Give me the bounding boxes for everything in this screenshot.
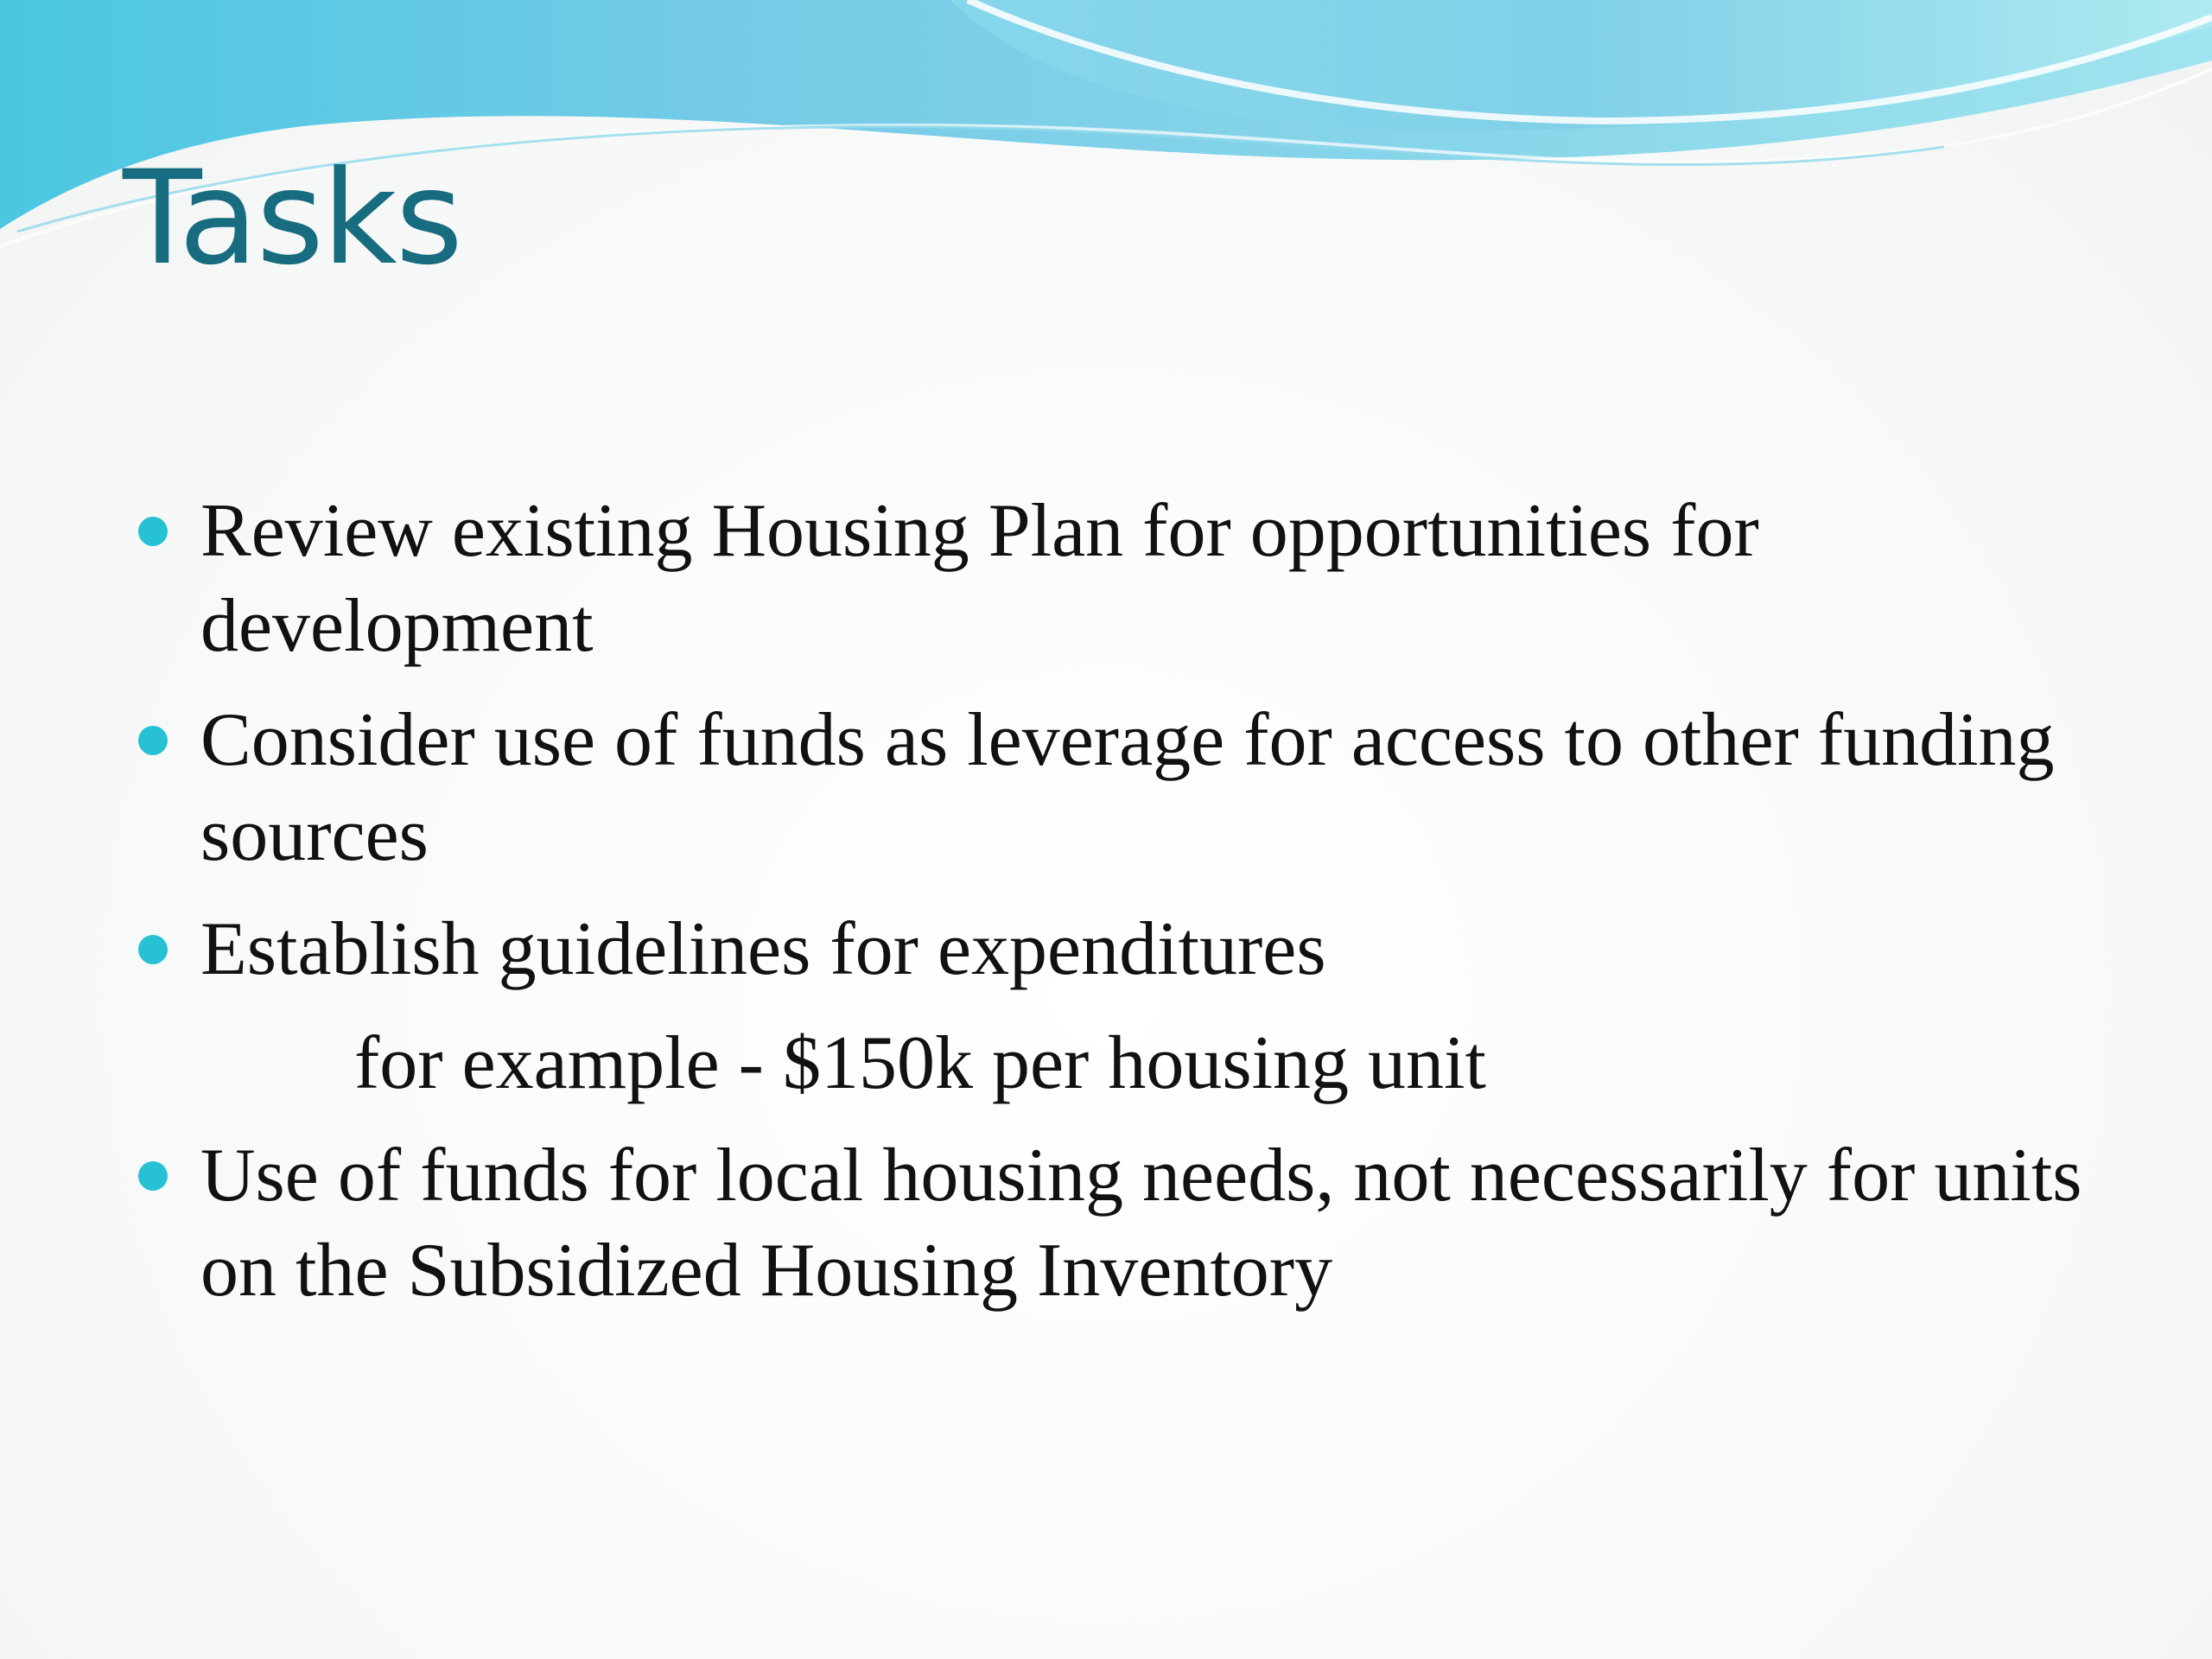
bullet-dot-icon bbox=[138, 517, 168, 546]
bullet-text: Use of funds for local housing needs, not necessarily for units on the Subsidized Housing Inventory bbox=[200, 1134, 2082, 1313]
slide-title: Tasks bbox=[123, 143, 461, 294]
bullet-item-guidelines bbox=[138, 902, 2091, 997]
bullet-item-leverage-funds bbox=[138, 693, 2091, 883]
bullet-list bbox=[138, 484, 2091, 1338]
bullet-dot-icon bbox=[138, 935, 168, 964]
bullet-text: Consider use of funds as leverage for access to other funding sources bbox=[200, 698, 2055, 877]
example-note: for example - $150k per housing unit bbox=[354, 1021, 1486, 1105]
bullet-text: Establish guidelines for expenditures bbox=[200, 907, 1326, 991]
bullet-dot-icon bbox=[138, 726, 168, 755]
bullet-dot-icon bbox=[138, 1161, 168, 1191]
bullet-text: Review existing Housing Plan for opportunities for development bbox=[200, 489, 1759, 668]
bullet-item-local-needs bbox=[138, 1128, 2091, 1319]
bullet-item-review-plan bbox=[138, 484, 2091, 674]
